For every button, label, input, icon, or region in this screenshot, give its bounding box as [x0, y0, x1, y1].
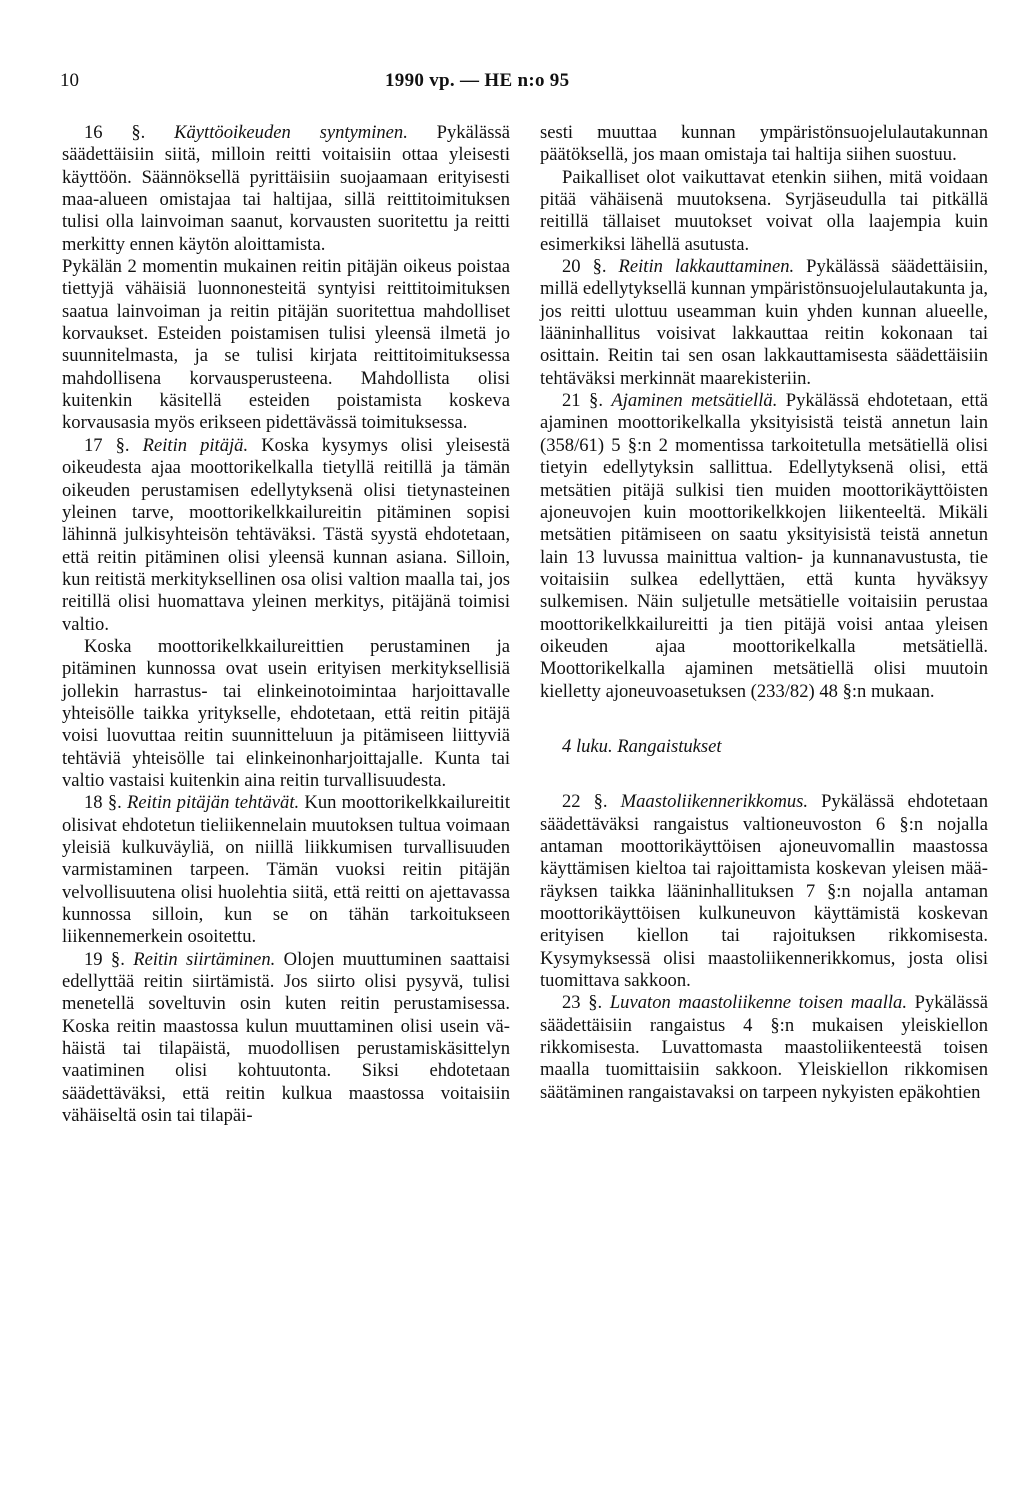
- section-21: [540, 390, 988, 703]
- section-text: Pykälässä ehdotetaan, että ajaminen moottorikelkalla yksityisistä teistä annetun lain (358/61) 5 §:n 2 momentissa tarkoitetulla metsätiellä olisi tietyin edellytyksin sallittua. Edellytyksenä olisi, että metsätien pitäjä sulkisi tien muiden moottorikäyttöisten ajoneuvojen kuin moottorikelkkojen liikenteeltä. Mikäli metsätien pitämiseen on saatu yksityisistä teistä annetun lain 13 luvussa mainittua valtion- ja kunnanavustusta, tie voitaisiin sulkea edellyttäen, että kunta hyväksyy sulkemisen. Näin suljetulle metsätielle voitaisiin perustaa moottorikelkkailureitti ja tien pitäjä voisi antaa yleisen oikeuden ajaa moottorikelkalla metsätiellä. Moottorikelkalla ajaminen metsätiellä olisi muutoin kielletty ajoneuvoasetuksen (233/82) 48 §:n mukaan.: [540, 390, 988, 702]
- section-text: Koska kysymys olisi yleisestä oikeudesta ajaa moottorikelkalla tietyllä reitillä ja tämän oikeuden perustamisen edellytyksenä olisi tietynasteinen yleinen tarve, moottorikelkkailureitin pitäminen sopisi lähinnä julkisyhteisön tehtäväksi. Tästä syystä ehdotetaan, että reitin pitäminen olisi yleensä kunnan asiana. Silloin, kun reitistä merkityksellinen osa olisi valtion maalla tai, jos reitillä olisi huomattava yleinen merkitys, pitäjänä toimisi valtio.: [62, 434, 511, 635]
- page-header: [0, 70, 1024, 106]
- section-22: [540, 791, 988, 992]
- section-title: Ajaminen metsätiellä.: [611, 390, 778, 412]
- section-title: Luvaton maastoliikenne toisen maalla.: [609, 992, 908, 1014]
- section-title: Käyttöoikeuden syntyminen.: [174, 122, 408, 143]
- section-number: 19 §.: [84, 948, 125, 970]
- section-number: 21 §.: [562, 390, 603, 412]
- section-title: Reitin pitäjän tehtävät.: [127, 792, 300, 814]
- section-text: Pykälässä säädettäisiin siitä, milloin reitti voitaisiin ottaa yleisesti käyttöön. Säännöksellä pyrittäisiin suojaamaan erityisesti maa-alueen omistajaa tai haltijaa, sillä reittitoimituksen tulisi olla lainvoiman saanut, korvausten suoritettu ja reitti merkitty ennen käytön aloittamista.: [62, 122, 510, 255]
- page-number: 10: [60, 70, 79, 91]
- section-number: 23 §.: [562, 992, 603, 1014]
- section-number: 18 §.: [84, 792, 122, 814]
- right-column: [540, 122, 988, 1104]
- section-text: Olojen muuttuminen saattaisi edellyttää reitin siirtämistä. Jos siirto olisi pysyvä, tulisi menetellä soveltuvin osin kuten reitin perustamisessa. Koska reitin maastossa kulun muuttaminen olisi usein vähäistä tai tilapäistä, muodollisen perustamiskäsittelyn vaatiminen olisi kohtuutonta. Siksi ehdotetaan säädettäväksi, että reitin kulkua maastossa voitaisiin vähäiseltä osin tai tilapäi-: [62, 948, 510, 1127]
- section-title: Maastoliikennerikkomus.: [620, 791, 809, 813]
- section-title: Reitin siirtäminen.: [133, 948, 276, 970]
- section-title: Reitin pitäjä.: [142, 434, 249, 456]
- chapter-heading: 4 luku. Rangaistukset: [562, 735, 722, 757]
- section-20: [540, 256, 988, 390]
- section-title: Reitin lakkauttaminen.: [618, 256, 795, 278]
- section-text: Pykälässä säädettäisiin rangaistus 4 §:n mukaisen yleiskiellon rikkomisesta. Luvattomasta maastoliikenteestä toisen maalla tuomittaisiin sakkoon. Yleiskiellon rikkomisen säätäminen rangaistavaksi on tarpeen nykyisten epäkohtien: [540, 992, 989, 1103]
- section-text: Pykälässä ehdotetaan säädettäväksi rangaistus valtioneuvoston 6 §:n nojalla antaman moottorikäyttöisen ajoneuvomallin maastossa käyttämisen kieltoa tai rajoittamista koskevan yleisen määräyksen taikka lääninhallituksen 7 §:n nojalla antaman moottorikäyttöisen kulkuneuvon käyttämistä koskevan erityisen kiellon tai rajoituksen rikkomisesta. Kysymyksessä olisi maastoliikennerikkomus, josta olisi tuomittava sakkoon.: [540, 791, 988, 992]
- section-16: [62, 122, 510, 256]
- section-23: [540, 992, 988, 1104]
- paragraph: Koska moottorikelkkailureittien perustaminen ja pitäminen kunnossa ovat usein erityisen merkityksellisiä jollekin harrastus- tai elinkeinotoimintaa harjoittavalle yhteisölle taikka yritykselle, ehdotetaan, että reitin pitäjä voisi luovuttaa reitin suunnitteluun ja pitämiseen liittyviä tehtäviä yhteisölle tai elinkeinonharjoittajalle. Kunta tai valtio vastaisi kuitenkin aina reitin turvallisuudesta.: [62, 635, 510, 791]
- section-19: [62, 949, 510, 1128]
- section-number: 20 §.: [562, 256, 607, 278]
- document-title: 1990 vp. — HE n:o 95: [385, 70, 570, 91]
- left-column: [62, 122, 510, 1127]
- section-18: [62, 792, 510, 948]
- continuation-paragraph: sesti muuttaa kunnan ympäristönsuojelulautakunnan päätöksellä, jos maan omistaja tai haltija siihen suostuu.: [540, 122, 988, 166]
- section-number: 16 §.: [84, 122, 146, 143]
- paragraph: Paikalliset olot vaikuttavat etenkin siihen, mitä voidaan pitää vähäisenä muutoksena. Syrjäseudulla tai pitkällä reitillä tällaiset muutokset voivat olla laajempia kuin esimerkiksi lähellä asutusta.: [540, 166, 988, 255]
- section-17: [62, 435, 510, 636]
- section-number: 22 §.: [562, 791, 608, 813]
- section-number: 17 §.: [84, 434, 130, 456]
- section-text: Pykälässä säädettäisiin, millä edellytyksellä kunnan ympäristönsuojelulautakunta ja, jos reitti ulottuu useamman kuin yhden kunnan alueelle, lääninhallitus voisivat lakkauttaa reitin kokonaan tai osittain. Reitin tai sen osan lakkauttamisesta säädettäisiin tehtäväksi merkinnät maarekisteriin.: [540, 256, 988, 389]
- section-text: Kun moottorikelkkailureitit olisivat ehdotetun tieliikennelain muutoksen tultua voimaan yleisiä kulkuväyliä, on niillä liikkumisen turvallisuuden varmistaminen tarpeen. Tämän vuoksi reitin pitäjän velvollisuutena olisi huolehtia siitä, että reitti on ajettavassa kunnossa silloin, kun se on tähän tarkoitukseen liikennemerkein osoitettu.: [62, 792, 511, 948]
- paragraph: Pykälän 2 momentin mukainen reitin pitäjän oikeus poistaa tiettyjä vähäisiä luonnonesteitä syntyisi reittitoimituksen saatua lainvoiman ja reitin pitäjän suoritettua mahdolliset korvaukset. Esteiden poistamisen tulisi yleensä ilmetä jo suunnitelmasta, ja se tulisi kirjata reittitoimituksessa mahdollisena korvausperusteena. Mahdollista olisi kuitenkin käsitellä esteiden poistamista koskeva korvausasia myös erikseen pidettävässä toimituksessa.: [62, 256, 510, 434]
